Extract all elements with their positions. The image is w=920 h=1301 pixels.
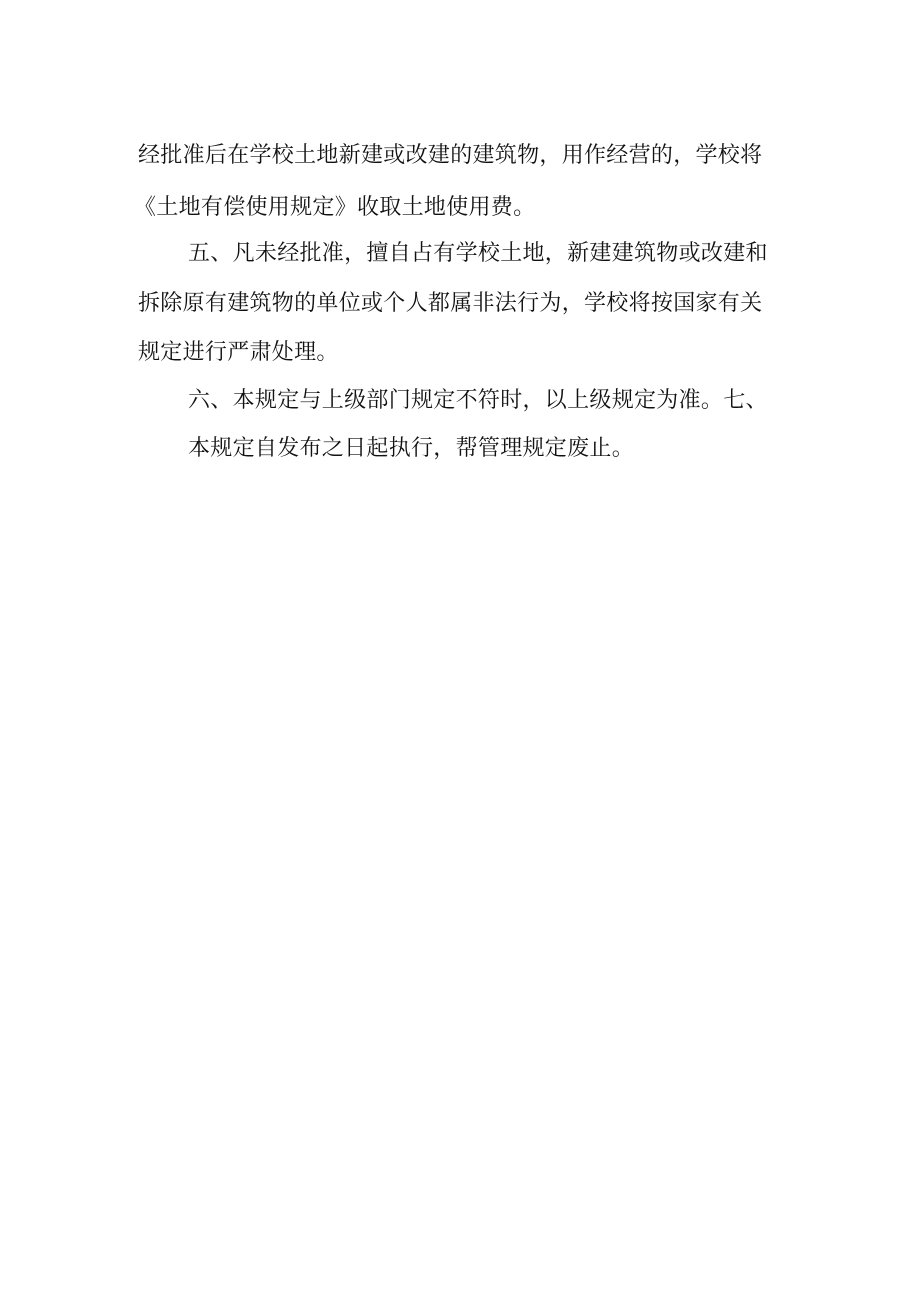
paragraph-line-7: 本规定自发布之日起执行，帮管理规定废止。 bbox=[188, 436, 635, 461]
paragraph-line-5: 规定进行严肃处理。 bbox=[138, 340, 339, 365]
paragraph-line-3: 五、凡未经批准，擅自占有学校土地，新建建筑物或改建和 bbox=[188, 241, 768, 266]
paragraph-line-1: 经批准后在学校土地新建或改建的建筑物，用作经营的，学校将 bbox=[138, 143, 763, 168]
paragraph-line-2: 《土地有偿使用规定》收取土地使用费。 bbox=[134, 195, 536, 220]
paragraph-line-4: 拆除原有建筑物的单位或个人都属非法行为，学校将按国家有关 bbox=[138, 291, 763, 316]
paragraph-line-6: 六、本规定与上级部门规定不符时，以上级规定为准。七、 bbox=[188, 388, 768, 413]
